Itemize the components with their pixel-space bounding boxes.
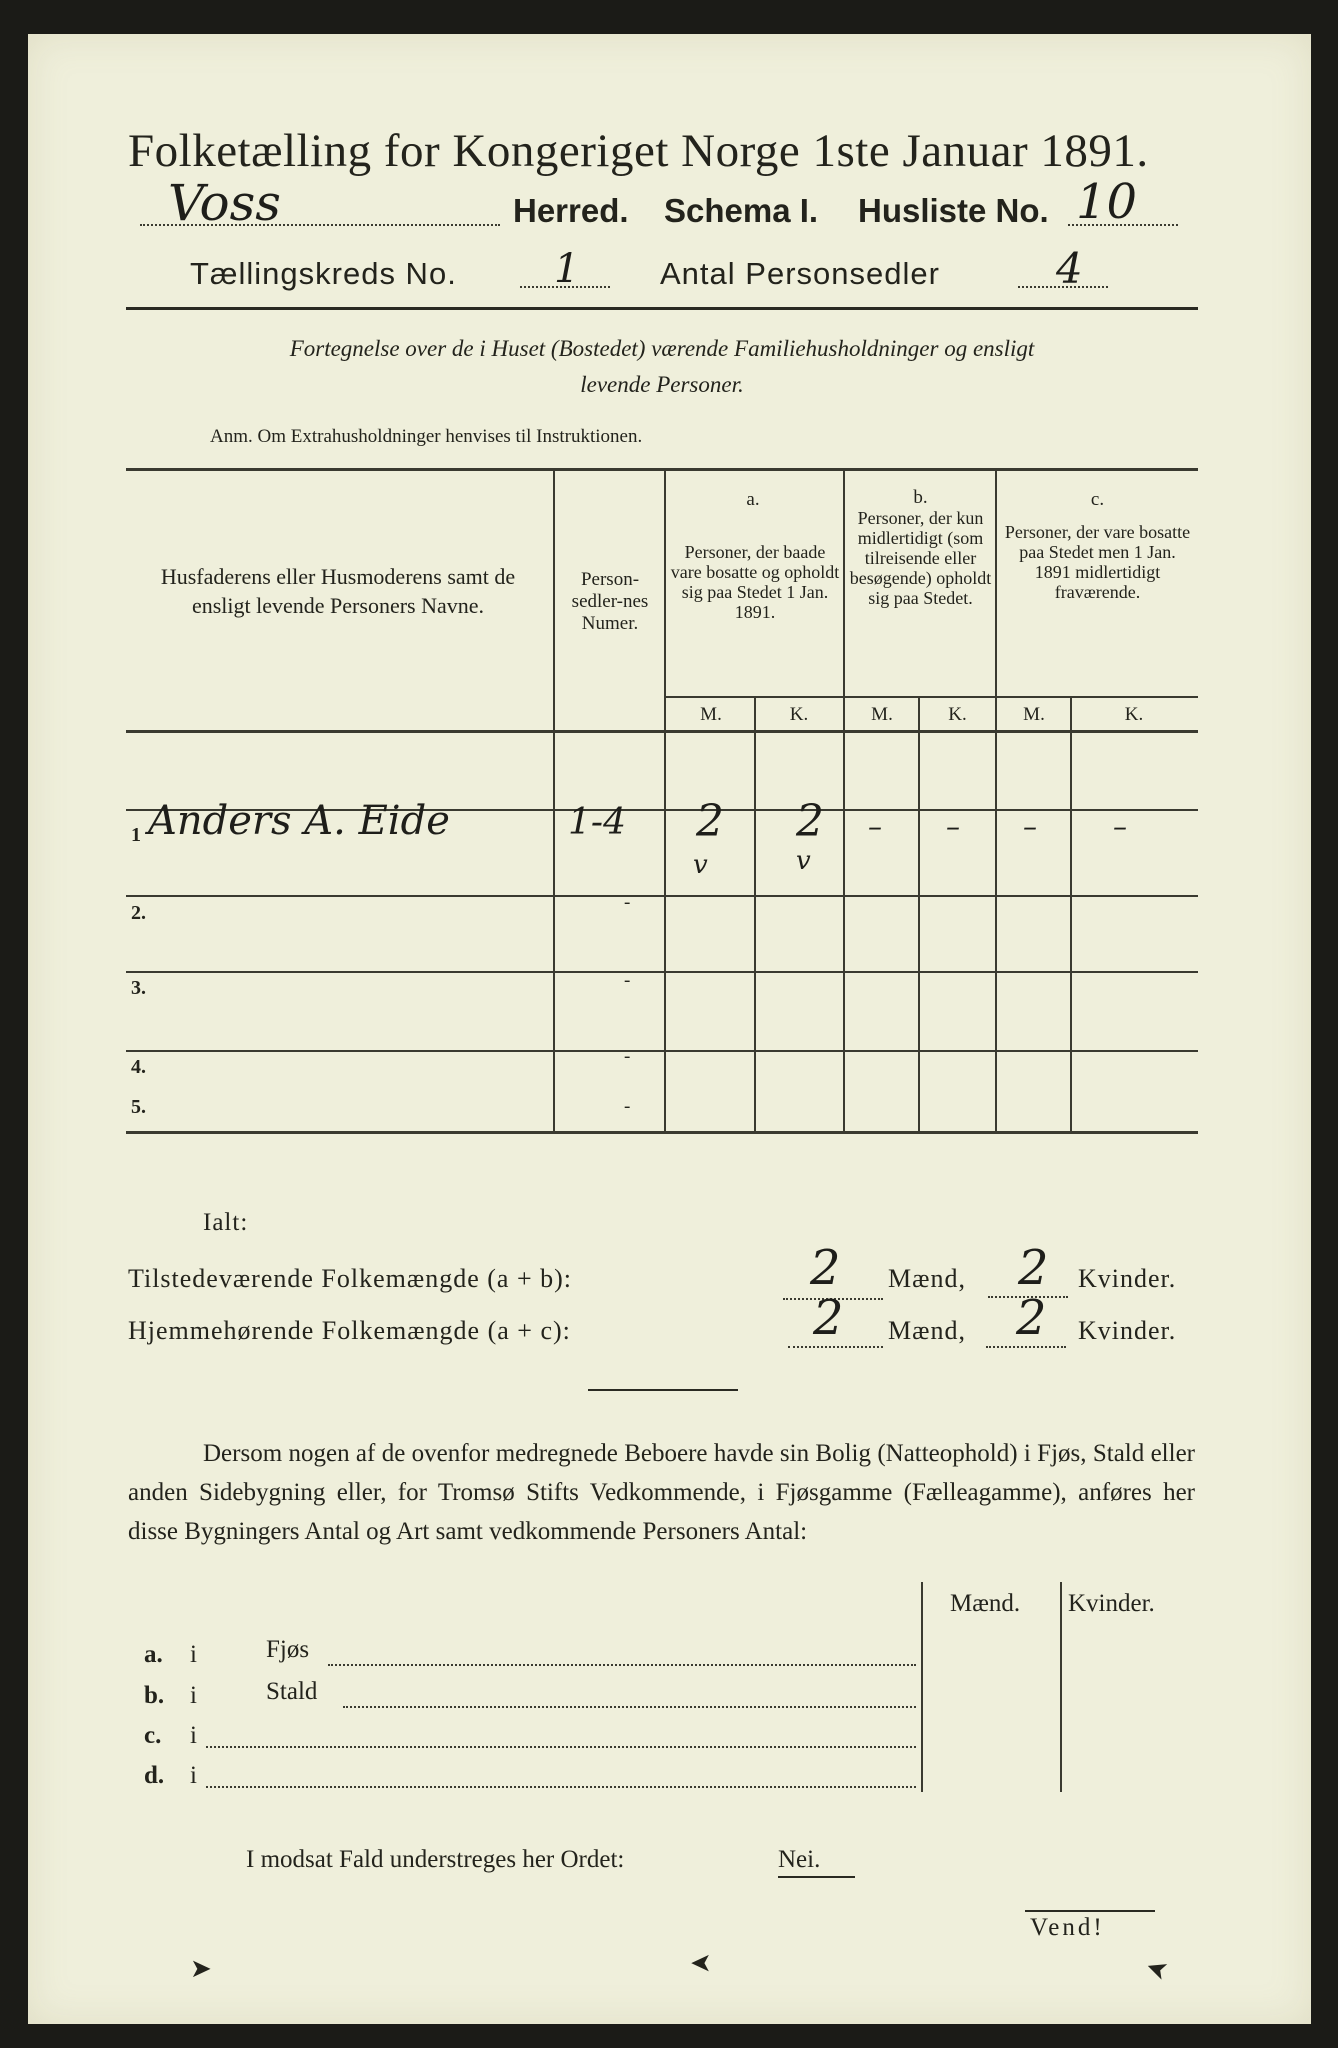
corner-mark-icon: ➤ bbox=[1141, 1951, 1173, 1987]
header-rule bbox=[126, 307, 1198, 310]
row-number: 4. bbox=[131, 1056, 146, 1078]
resident-maend: Mænd, bbox=[888, 1316, 966, 1345]
form-title: Folketælling for Kongeriget Norge 1ste Januar 1891. bbox=[128, 125, 1149, 177]
present-women: 2 bbox=[1018, 1240, 1049, 1296]
item-letter: c. bbox=[144, 1722, 162, 1749]
row-number: 5. bbox=[131, 1096, 146, 1118]
col-a-m: M. bbox=[700, 704, 722, 725]
item-letter: a. bbox=[144, 1641, 163, 1668]
personsedler-number: - bbox=[624, 970, 631, 991]
col-b-k: K. bbox=[948, 704, 967, 725]
present-men: 2 bbox=[810, 1240, 841, 1296]
table-bottom-rule bbox=[126, 1131, 1198, 1134]
col-divider bbox=[1070, 696, 1072, 1133]
item-i: i bbox=[190, 1722, 197, 1749]
row-number: 1 bbox=[131, 824, 141, 846]
item-i: i bbox=[190, 1762, 197, 1789]
row-number: 2. bbox=[131, 902, 146, 924]
a-men: 2 bbox=[696, 796, 724, 847]
item-letter: d. bbox=[144, 1762, 165, 1789]
checkmark-icon: v bbox=[796, 846, 811, 876]
resident-men: 2 bbox=[813, 1290, 844, 1346]
row-separator bbox=[126, 971, 1198, 973]
husliste-label: Husliste No. bbox=[858, 192, 1049, 229]
outbuilding-col-divider bbox=[921, 1582, 923, 1792]
personsedler-number: - bbox=[624, 1096, 631, 1117]
c-women: – bbox=[1113, 810, 1127, 843]
item-i: i bbox=[190, 1641, 197, 1668]
personsedler-number: - bbox=[624, 1046, 631, 1067]
col-divider bbox=[754, 696, 756, 1133]
col-header-a: Personer, der baade vare bosatte og opholdt sig paa Stedet 1 Jan. 1891. bbox=[670, 542, 840, 622]
intro-line1: Fortegnelse over de i Huset (Bostedet) værende Familiehusholdninger og ensligt bbox=[289, 336, 1035, 361]
col-a-k: K. bbox=[789, 704, 809, 725]
personsedler-number: - bbox=[624, 892, 631, 913]
col-b-letter: b. bbox=[913, 487, 928, 508]
row-number: 3. bbox=[131, 977, 146, 999]
table-top-rule bbox=[126, 468, 1198, 471]
item-dotline bbox=[328, 1664, 916, 1666]
corner-mark-icon: ➤ bbox=[190, 1954, 212, 1984]
present-label: Tilstedeværende Folkemængde (a + b): bbox=[128, 1264, 572, 1293]
resident-women-dotline bbox=[986, 1346, 1066, 1348]
col-header-b: Personer, der kun midlertidigt (som tilreisende eller besøgende) opholdt sig paa Stedet. bbox=[849, 508, 992, 608]
ialt-label: Ialt: bbox=[203, 1209, 249, 1236]
col-header-num: Person-sedler-nes Numer. bbox=[571, 569, 649, 634]
col-a-letter: a. bbox=[746, 489, 760, 510]
outbuilding-col-divider bbox=[1060, 1582, 1062, 1792]
row-separator bbox=[126, 1050, 1198, 1052]
col-divider bbox=[995, 468, 997, 1133]
antal-handwritten: 4 bbox=[1056, 244, 1083, 293]
anm-note: Anm. Om Extrahusholdninger henvises til Instruktionen. bbox=[210, 426, 643, 447]
row-separator bbox=[126, 895, 1198, 897]
item-i: i bbox=[190, 1682, 197, 1709]
vend-rule bbox=[1025, 1910, 1155, 1912]
herred-handwritten: Voss bbox=[168, 174, 281, 232]
intro-line2: levende Personer. bbox=[580, 372, 744, 397]
resident-kvinder: Kvinder. bbox=[1078, 1316, 1177, 1345]
col-divider bbox=[664, 468, 666, 1133]
col-divider bbox=[918, 696, 920, 1133]
outbuilding-kvinder-header: Kvinder. bbox=[1068, 1590, 1155, 1617]
antal-label: Antal Personsedler bbox=[660, 256, 940, 291]
mk-divider bbox=[664, 696, 1198, 698]
b-women: – bbox=[946, 810, 960, 843]
modsat-label: I modsat Fald understreges her Ordet: bbox=[246, 1846, 625, 1873]
col-header-c: Personer, der vare bosatte paa Stedet men 1 Jan. 1891 midlertidigt fraværende. bbox=[1004, 522, 1191, 602]
item-label: Stald bbox=[266, 1678, 318, 1705]
table-head-rule bbox=[126, 730, 1198, 733]
corner-mark-icon: ➤ bbox=[690, 1948, 712, 1978]
b-men: – bbox=[868, 810, 882, 843]
item-letter: b. bbox=[144, 1682, 165, 1709]
col-c-letter: c. bbox=[1090, 489, 1105, 510]
col-divider bbox=[553, 468, 555, 1133]
section-divider bbox=[588, 1389, 738, 1391]
checkmark-icon: v bbox=[693, 850, 708, 880]
c-men: – bbox=[1023, 810, 1037, 843]
col-c-m: M. bbox=[1023, 704, 1045, 725]
resident-women: 2 bbox=[1016, 1290, 1047, 1346]
resident-name: Anders A. Eide bbox=[148, 798, 450, 844]
nei-word: Nei. bbox=[778, 1846, 855, 1878]
kreds-handwritten: 1 bbox=[554, 246, 580, 292]
outbuilding-note: Dersom nogen af de ovenfor medregnede Beboere havde sin Bolig (Natteophold) i Fjøs, Stald eller anden Sidebygning eller, for Tromsø Stifts Vedkommende, i Fjøsgamme (Fælleagamme), anføres her disse Bygningers Antal og Art samt vedkommende Personers Antal: bbox=[128, 1440, 1195, 1545]
kreds-label: Tællingskreds No. bbox=[190, 256, 457, 291]
outbuilding-maend-header: Mænd. bbox=[950, 1590, 1021, 1617]
resident-label: Hjemmehørende Folkemængde (a + c): bbox=[128, 1316, 571, 1345]
item-dotline bbox=[343, 1706, 916, 1708]
item-dotline bbox=[206, 1786, 916, 1788]
husliste-handwritten: 10 bbox=[1076, 174, 1138, 230]
item-label: Fjøs bbox=[266, 1636, 310, 1663]
col-b-m: M. bbox=[871, 704, 893, 725]
present-kvinder: Kvinder. bbox=[1078, 1264, 1177, 1293]
col-header-name: Husfaderens eller Husmoderens samt de ensligt levende Personers Navne. bbox=[160, 564, 516, 618]
resident-men-dotline bbox=[788, 1346, 883, 1348]
personsedler-number: 1-4 bbox=[568, 802, 626, 843]
census-form-page bbox=[28, 34, 1311, 2024]
herred-label: Herred. bbox=[513, 192, 629, 229]
vend-label: Vend! bbox=[1030, 1914, 1105, 1941]
a-women: 2 bbox=[796, 796, 824, 847]
col-divider bbox=[843, 468, 845, 1133]
schema-label: Schema I. bbox=[664, 192, 819, 229]
present-maend: Mænd, bbox=[888, 1264, 966, 1293]
col-c-k: K. bbox=[1124, 704, 1144, 725]
item-dotline bbox=[206, 1746, 916, 1748]
